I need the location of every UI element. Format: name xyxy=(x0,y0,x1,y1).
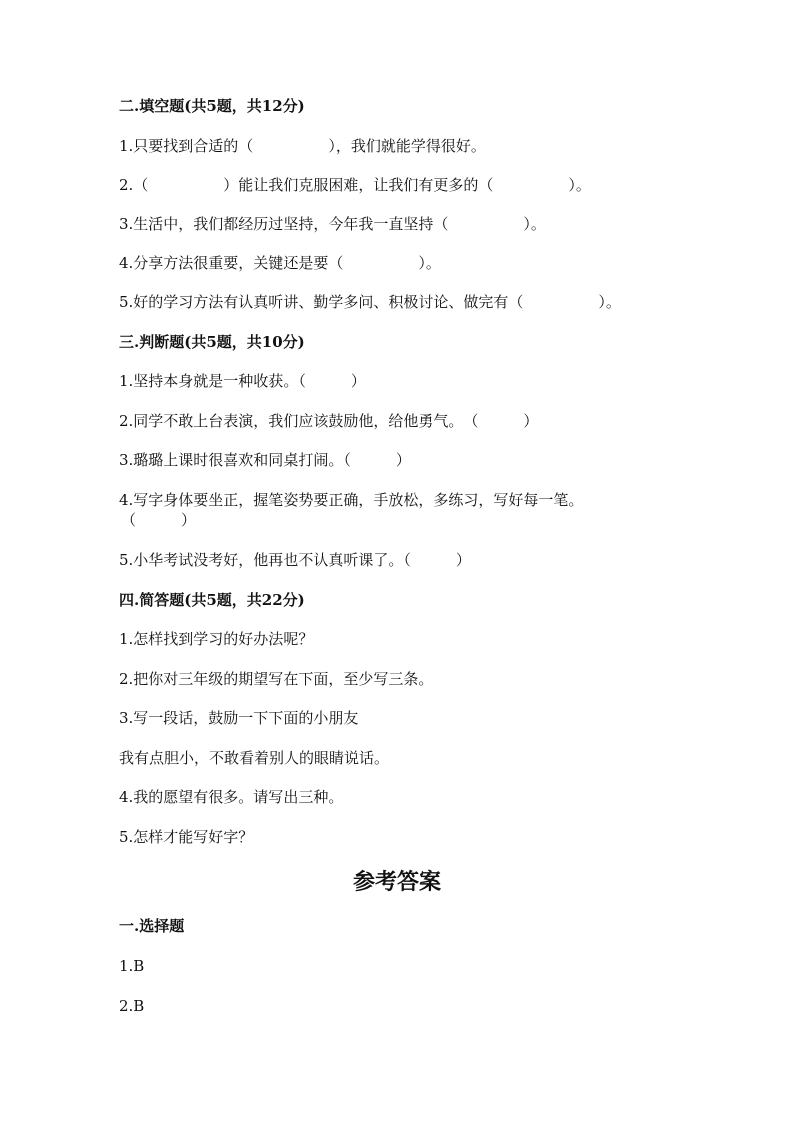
short-answer-question-5: 5.怎样才能写好字？ xyxy=(119,828,254,846)
section-3-heading: 三.判断题(共5题，共10分) xyxy=(119,333,305,351)
fill-blank-question-5: 5.好的学习方法有认真听讲、勤学多问、积极讨论、做完有（ ）。 xyxy=(119,293,621,311)
short-answer-question-1: 1.怎样找到学习的好办法呢？ xyxy=(119,630,314,648)
fill-blank-question-3: 3.生活中，我们都经历过坚持，今年我一直坚持（ ）。 xyxy=(119,215,546,233)
answer-item-2: 2.B xyxy=(119,997,145,1015)
short-answer-question-3-prompt: 我有点胆小，不敢看着别人的眼睛说话。 xyxy=(119,749,390,767)
answer-key-title: 参考答案 xyxy=(352,869,441,895)
short-answer-question-2: 2.把你对三年级的期望写在下面，至少写三条。 xyxy=(119,670,434,688)
true-false-question-3: 3.璐璐上课时很喜欢和同桌打闹。（ ） xyxy=(119,451,411,469)
fill-blank-question-1: 1.只要找到合适的（ ），我们就能学得很好。 xyxy=(119,137,486,155)
answer-item-1: 1.B xyxy=(119,957,145,975)
short-answer-question-4: 4.我的愿望有很多。请写出三种。 xyxy=(119,788,344,806)
section-4-heading: 四.简答题(共5题，共22分) xyxy=(119,591,305,609)
true-false-question-4-blank: （ ） xyxy=(121,511,197,529)
true-false-question-1: 1.坚持本身就是一种收获。（ ） xyxy=(119,372,366,390)
true-false-question-2: 2.同学不敢上台表演，我们应该鼓励他，给他勇气。 （ ） xyxy=(119,412,539,430)
answer-section-1-heading: 一.选择题 xyxy=(119,917,185,935)
true-false-question-5: 5.小华考试没考好，他再也不认真听课了。（ ） xyxy=(119,551,471,569)
short-answer-question-3: 3.写一段话，鼓励一下下面的小朋友 xyxy=(119,709,359,727)
section-2-heading: 二.填空题(共5题，共12分) xyxy=(119,97,305,115)
true-false-question-4: 4.写字身体要坐正，握笔姿势要正确，手放松，多练习，写好每一笔。 xyxy=(119,491,584,509)
fill-blank-question-4: 4.分享方法很重要，关键还是要（ ）。 xyxy=(119,254,441,272)
fill-blank-question-2: 2.（ ）能让我们克服困难，让我们有更多的（ ）。 xyxy=(119,176,591,194)
